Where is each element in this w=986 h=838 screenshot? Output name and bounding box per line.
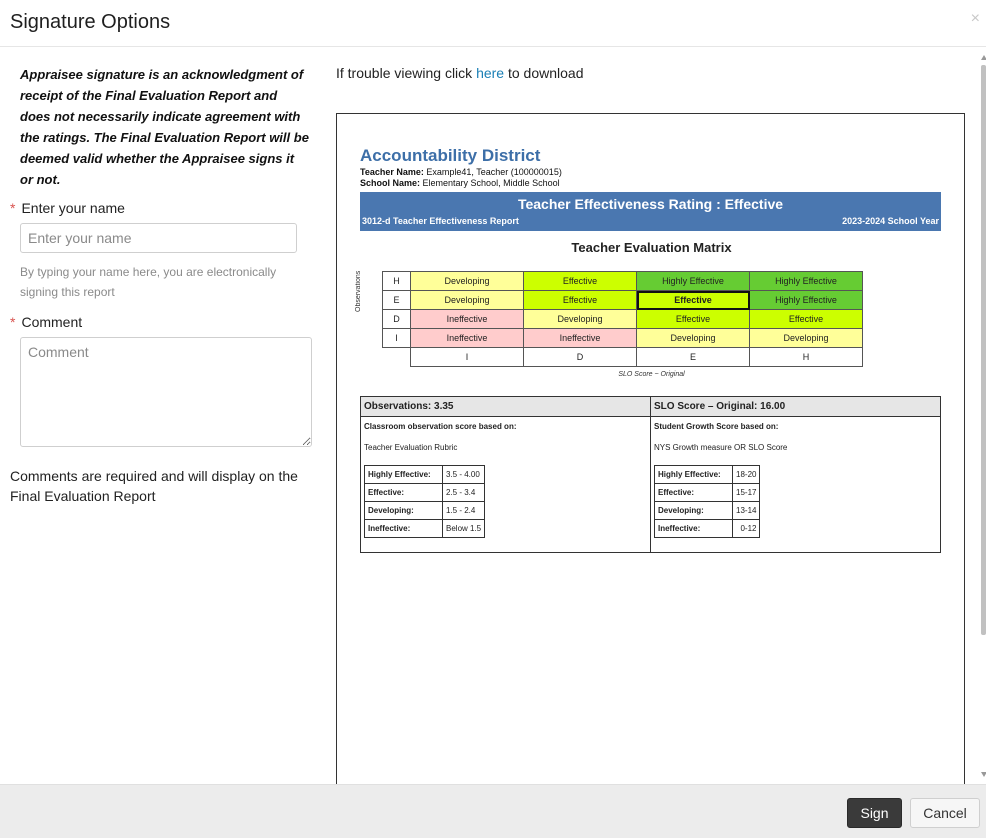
matrix-cell: Developing [524,310,637,329]
observations-axis-label: Observations [355,270,362,312]
score-details [360,396,941,553]
range-label: Highly Effective: [655,466,733,484]
matrix-cell: Effective [524,291,637,310]
preview-scrollbar-thumb[interactable] [981,65,986,635]
scroll-up-arrow-icon[interactable] [981,55,986,60]
range-row [655,502,760,520]
matrix-column-label: D [524,348,637,367]
range-label: Developing: [655,502,733,520]
range-value: 18-20 [733,466,760,484]
range-value: 0-12 [733,520,760,538]
comment-textarea[interactable] [20,337,312,447]
dialog-header [0,0,986,47]
download-link[interactable]: here [476,65,505,81]
matrix-cell: Developing [750,329,863,348]
range-label: Ineffective: [655,520,733,538]
slo-score-section [651,397,940,552]
range-row [655,466,760,484]
slo-axis-label: SLO Score ~ Original [618,371,685,378]
school-name-line [360,178,560,188]
name-label-text: Enter your name [21,200,125,216]
teacher-name-value: Example41, Teacher (100000015) [426,167,562,177]
comment-label-text: Comment [21,314,83,330]
range-label: Effective: [655,484,733,502]
scroll-down-arrow-icon[interactable] [981,772,986,777]
matrix-cell: Developing [411,291,524,310]
report-document[interactable] [336,113,965,784]
dialog-footer [0,784,986,838]
range-row [365,502,485,520]
observations-score-section [361,397,651,552]
range-row [655,520,760,538]
matrix-cell: Developing [411,272,524,291]
download-hint [336,65,584,81]
matrix-cell: Highly Effective [750,272,863,291]
matrix-row [383,272,863,291]
range-value: 13-14 [733,502,760,520]
matrix-row [383,310,863,329]
name-helper-text: By typing your name here, you are electronically signing this report [20,265,277,299]
slo-ranges-table [654,465,760,538]
matrix-row-label: H [383,272,411,291]
rating-banner-title: Teacher Effectiveness Rating : Effective [517,196,784,212]
acknowledgment-notice: Appraisee signature is an acknowledgment of receipt of the Final Evaluation Report and does not necessarily indicate agreement with the ratings. The Final Evaluation Report will be deemed valid whether the Appraisee signs it or not. [20,67,309,187]
school-name-value: Elementary School, Middle School [422,178,560,188]
district-name: Accountability District [360,146,541,165]
matrix-column-label: H [750,348,863,367]
slo-score-heading: SLO Score – Original: 16.00 [651,397,940,417]
range-row [365,520,485,538]
matrix-title: Teacher Evaluation Matrix [571,240,732,255]
matrix-corner [383,348,411,367]
matrix-cell: Effective [637,291,750,310]
matrix-cell: Ineffective [411,310,524,329]
observation-basis-label: Classroom observation score based on: [364,422,517,431]
range-label: Highly Effective: [365,466,443,484]
rating-banner [360,192,941,231]
range-row [365,466,485,484]
school-year: 2023-2024 School Year [842,216,939,226]
observation-ranges-table [364,465,485,538]
comment-label [10,314,82,330]
signature-form-panel [0,48,320,784]
range-value: Below 1.5 [443,520,485,538]
dialog-title: Signature Options [10,11,171,33]
range-value: 3.5 - 4.00 [443,466,485,484]
matrix-column-label: E [637,348,750,367]
matrix-row-label: E [383,291,411,310]
download-hint-suffix: to download [507,65,584,81]
slo-basis-value: NYS Growth measure OR SLO Score [654,443,788,452]
required-marker: * [10,314,16,330]
range-row [655,484,760,502]
range-label: Effective: [365,484,443,502]
school-name-label: School Name: [360,178,421,188]
range-value: 15-17 [733,484,760,502]
cancel-button[interactable]: Cancel [910,798,980,828]
evaluation-matrix [382,271,863,367]
matrix-cell: Ineffective [411,329,524,348]
close-icon[interactable]: × [970,10,980,27]
matrix-cell: Developing [637,329,750,348]
report-type: 3012-d Teacher Effectiveness Report [362,216,519,226]
teacher-name-label: Teacher Name: [360,167,424,177]
matrix-row [383,291,863,310]
matrix-cell: Highly Effective [750,291,863,310]
teacher-name-line [360,167,562,177]
matrix-cell: Highly Effective [637,272,750,291]
matrix-row-label: I [383,329,411,348]
slo-basis-label: Student Growth Score based on: [654,422,779,431]
range-value: 1.5 - 2.4 [443,502,485,520]
matrix-row [383,329,863,348]
matrix-cell: Ineffective [524,329,637,348]
name-input[interactable] [20,223,297,253]
required-marker: * [10,200,16,216]
matrix-cell: Effective [750,310,863,329]
matrix-column-label: I [411,348,524,367]
report-preview-panel [320,48,986,784]
download-hint-prefix: If trouble viewing click [336,65,473,81]
matrix-cell: Effective [524,272,637,291]
range-label: Developing: [365,502,443,520]
matrix-row-label: D [383,310,411,329]
sign-button[interactable]: Sign [847,798,902,828]
name-label [10,200,125,216]
range-label: Ineffective: [365,520,443,538]
comments-required-note: Comments are required and will display on the Final Evaluation Report [10,468,298,504]
range-row [365,484,485,502]
observations-score-heading: Observations: 3.35 [361,397,650,417]
matrix-column-labels [383,348,863,367]
range-value: 2.5 - 3.4 [443,484,485,502]
observation-basis-value: Teacher Evaluation Rubric [364,443,458,452]
matrix-cell: Effective [637,310,750,329]
